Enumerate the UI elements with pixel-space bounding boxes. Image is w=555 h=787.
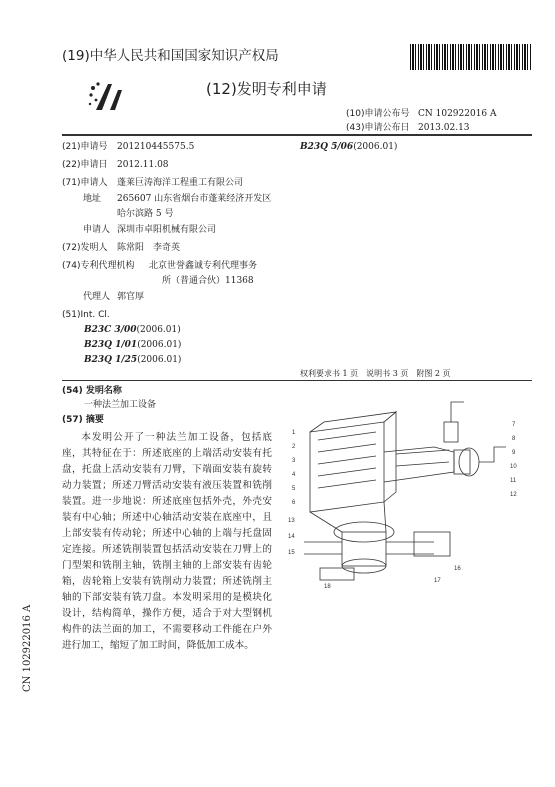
document-type: (12)发明专利申请	[206, 80, 327, 98]
ipc-year: (2006.01)	[137, 355, 182, 365]
ipc-right-code: B23Q 5/06	[300, 142, 354, 152]
figure-power-unit	[320, 568, 354, 580]
fig-label: 12	[510, 492, 517, 498]
agency-line2: 所（普通合伙）11368	[162, 276, 254, 286]
abstract-label: (57) 摘要	[62, 415, 104, 425]
figure-rails	[304, 542, 434, 554]
abstract-text: 本发明公开了一种法兰加工设备，包括底座，其特征在于：所述底座的上端活动安装有托盘，托盘上活动安装有刀臂，下端面安装有旋转动力装置；所述刀臂活动安装有液压装置和铣削装置。进一步地说：所述底座包括外壳，外壳安装有中心轴；所述中心轴活动安装在底座中，且上部安装有传动轮；所述中心轴的上端与托盘固定连接。所述铣削装置包括活动安装在刀臂上的门型架和铣削主轴，铣削主轴的上部安装有齿轮箱，齿轮箱上安装有铣削动力装置；所述铣削主轴的下部安装有铣刀盘。本发明采用的是模块化设计，结构简单，操作方便，适合于对大型钢机构件的法兰面的加工，不需要移动工件能在户外进行加工，缩短了加工时间，降低加工成本。	[62, 432, 272, 651]
section-divider	[62, 380, 532, 381]
fig-label: 7	[512, 422, 516, 428]
figure-housing-lines	[318, 432, 376, 488]
fig-label: 15	[288, 550, 295, 556]
fig-label: 1	[292, 430, 296, 436]
address-line2: 哈尔滨路 5 号	[117, 209, 174, 219]
ipc-code: B23Q 1/25	[84, 355, 138, 365]
ipc-year: (2006.01)	[136, 325, 181, 335]
fig-label: 11	[510, 478, 517, 484]
app-no-label: (21)申请号	[62, 142, 108, 152]
invention-title: 一种法兰加工设备	[84, 400, 157, 410]
figure-motor-shaft	[451, 402, 464, 422]
fig-label: 3	[292, 458, 296, 464]
fig-label: 17	[434, 578, 441, 584]
fig-label: 13	[288, 518, 295, 524]
header-divider	[62, 134, 532, 136]
agent-label: 代理人	[83, 292, 111, 302]
pub-no-label: (10)申请公布号	[346, 109, 410, 119]
agency-label: (74)专利代理机构	[62, 261, 135, 271]
ipc-row-2	[84, 339, 181, 351]
ipc-code: B23Q 1/01	[84, 340, 138, 350]
ipc-right	[300, 141, 397, 153]
figure-cylinder	[459, 448, 479, 476]
ipc-code: B23C 3/00	[84, 325, 137, 335]
intcl-label: (51)Int. Cl.	[62, 310, 110, 320]
applicant2-label: 申请人	[83, 225, 111, 235]
pub-date: 2013.02.13	[418, 123, 470, 133]
app-no: 201210445575.5	[117, 142, 195, 152]
patent-office-logo	[88, 80, 130, 112]
fig-label: 9	[512, 450, 516, 456]
side-publication-number: CN 102922016 A	[22, 604, 33, 692]
figure-arm-lines	[396, 450, 449, 466]
figure-drive-box	[414, 532, 450, 556]
pub-no: CN 102922016 A	[418, 109, 497, 119]
inventor-label: (72)发明人	[62, 243, 108, 253]
office-name: (19)中华人民共和国国家知识产权局	[62, 48, 279, 64]
address-label: 地址	[83, 194, 102, 204]
fig-label: 4	[292, 472, 296, 478]
fig-label: 18	[324, 584, 331, 590]
agent: 郭官厚	[117, 292, 145, 302]
fig-label: 6	[292, 500, 296, 506]
applicant: 蓬莱巨涛海洋工程重工有限公司	[117, 178, 244, 188]
ipc-year: (2006.01)	[137, 340, 182, 350]
fig-label: 14	[288, 534, 295, 540]
ipc-right-year: (2006.01)	[353, 142, 398, 152]
filing-date-label: (22)申请日	[62, 160, 108, 170]
filing-date: 2012.11.08	[117, 160, 169, 170]
agency-line1: 北京世誉鑫诚专利代理事务	[149, 261, 258, 271]
page-counts: 权利要求书 1 页 说明书 3 页 附图 2 页	[300, 369, 451, 378]
ipc-row-3	[84, 354, 181, 366]
fig-label: 10	[510, 464, 517, 470]
applicant-label: (71)申请人	[62, 178, 108, 188]
fig-label: 16	[454, 566, 461, 572]
fig-label: 2	[292, 444, 296, 450]
figure-cylinder-body	[454, 450, 470, 474]
fig-label: 5	[292, 486, 296, 492]
ipc-row-1	[84, 324, 181, 336]
fig-label: 8	[512, 436, 516, 442]
barcode	[410, 44, 532, 70]
abstract-figure	[284, 392, 536, 592]
figure-motor	[444, 422, 458, 442]
figure-cylinder-rod	[479, 447, 506, 462]
figure-housing	[310, 422, 384, 512]
inventors: 陈常阳 李奇英	[117, 243, 181, 253]
applicant2: 深圳市卓阳机械有限公司	[117, 225, 217, 235]
figure-housing-side	[384, 412, 396, 502]
title-label: (54) 发明名称	[62, 386, 122, 396]
address-line1: 265607 山东省烟台市蓬莱经济开发区	[117, 194, 272, 204]
pub-date-label: (43)申请公布日	[346, 123, 410, 133]
